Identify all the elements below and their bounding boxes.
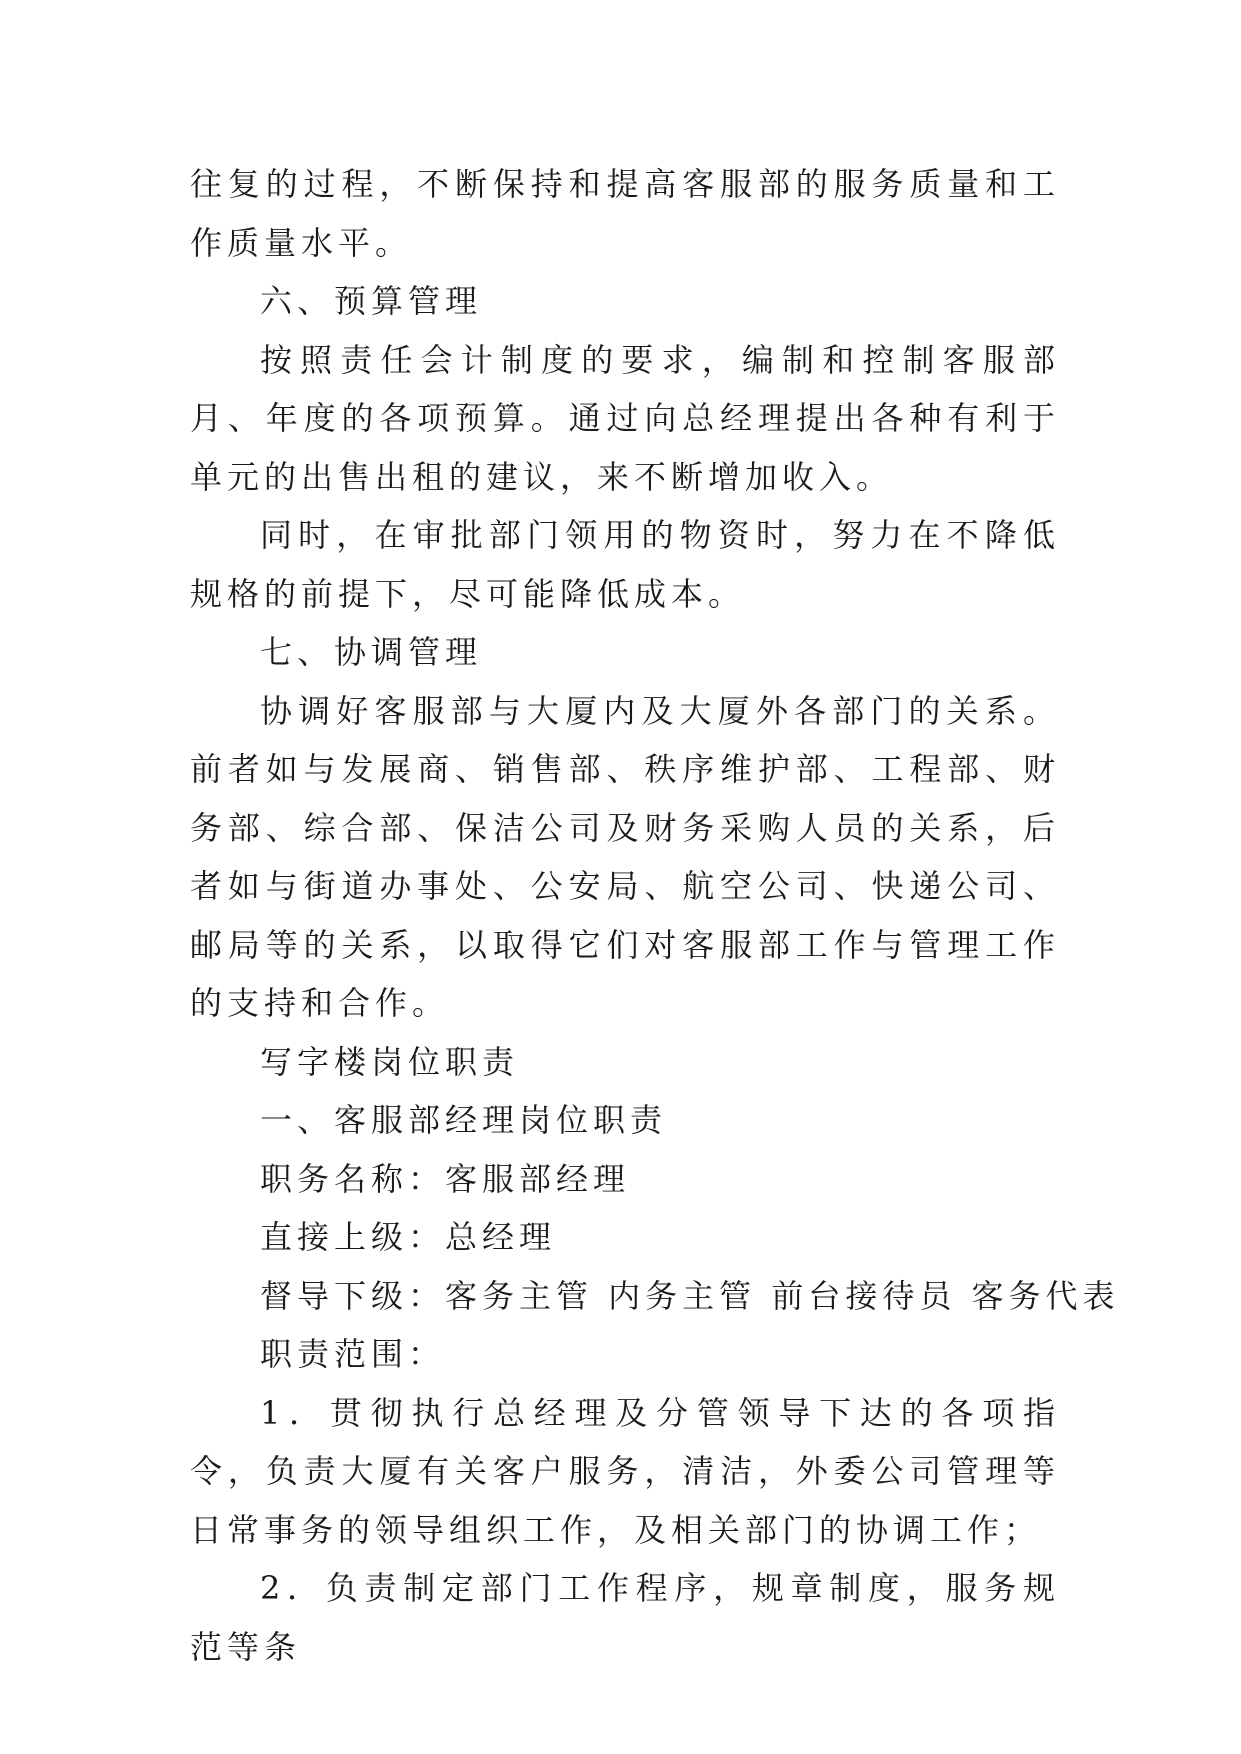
paragraph-continuation: 往复的过程，不断保持和提高客服部的服务质量和工作质量水平。	[190, 165, 1060, 262]
job-title-line: 职务名称：客服部经理	[260, 1159, 631, 1198]
duty-item-2: 2．负责制定部门工作程序，规章制度，服务规范等条	[190, 1569, 1060, 1666]
document-body	[190, 155, 1120, 1676]
section-title-office-duties: 写字楼岗位职责	[260, 1042, 520, 1081]
direct-superior-line: 直接上级：总经理	[260, 1218, 557, 1256]
section-heading-coordination: 七、协调管理	[260, 633, 483, 671]
section-heading-manager: 一、客服部经理岗位职责	[260, 1101, 668, 1139]
duty-item-1: 1．贯彻执行总经理及分管领导下达的各项指令，负责大厦有关客户服务，清洁，外委公司管理等日常事务的领导组织工作，及相关部门的协调工作；	[190, 1393, 1060, 1549]
paragraph-coordination: 协调好客服部与大厦内及大厦外各部门的关系。前者如与发展商、销售部、秩序维护部、工程部、财务部、综合部、保洁公司及财务采购人员的关系，后者如与街道办事处、公安局、航空公司、快递公司、邮局等的关系，以取得它们对客服部工作与管理工作的支持和合作。	[190, 691, 1060, 1022]
scope-heading: 职责范围：	[260, 1335, 446, 1373]
section-heading-budget: 六、预算管理	[260, 282, 483, 320]
paragraph-budget: 按照责任会计制度的要求，编制和控制客服部月、年度的各项预算。通过向总经理提出各种有利于单元的出售出租的建议，来不断增加收入。	[190, 340, 1060, 496]
paragraph-cost: 同时，在审批部门领用的物资时，努力在不降低规格的前提下，尽可能降低成本。	[190, 516, 1060, 613]
subordinates-line: 督导下级：客务主管 内务主管 前台接待员 客务代表	[260, 1276, 1120, 1315]
